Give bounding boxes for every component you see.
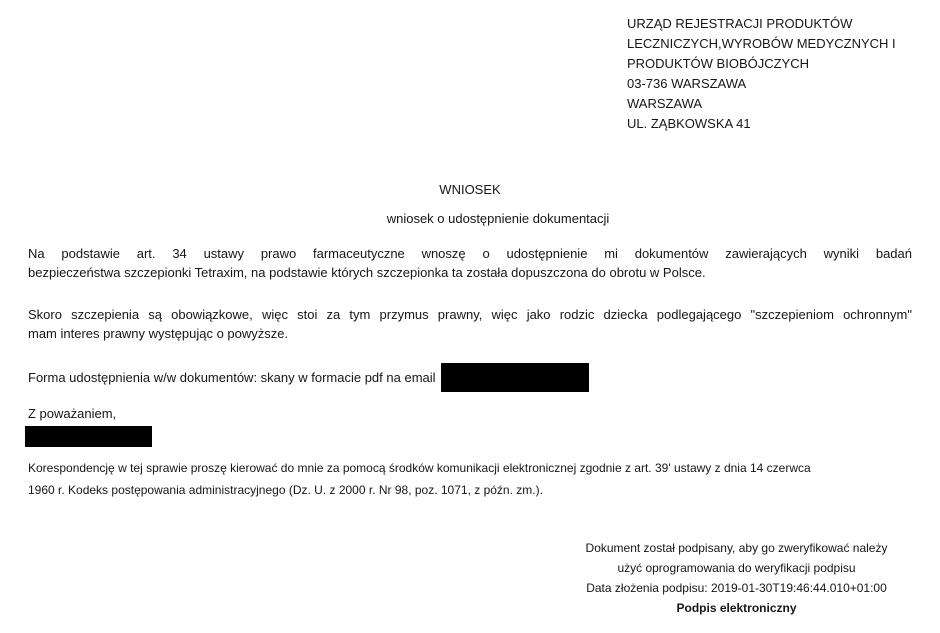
paragraph-legal-interest <box>28 305 912 343</box>
paragraph-legal-basis <box>28 244 912 282</box>
text-line: Data złożenia podpisu: 2019-01-30T19:46:44.010+01:00 <box>586 581 887 595</box>
text-line: UL. ZĄBKOWSKA 41 <box>627 116 751 131</box>
text-line: Skoro szczepienia są obowiązkowe, więc stoi za tym przymus prawny, więc jako rodzic dziecka podlegającego "szczepieniom ochronnym" <box>28 307 912 322</box>
electronic-signature-stamp <box>560 538 913 618</box>
document-title: WNIOSEK <box>439 182 501 197</box>
text-line: użyć oprogramowania do weryfikacji podpisu <box>617 561 856 575</box>
signature-stamp-lines <box>560 538 913 598</box>
correspondence-note <box>28 457 912 501</box>
closing-salutation: Z poważaniem, <box>28 406 117 421</box>
document-subtitle: wniosek o udostępnienie dokumentacji <box>386 211 610 226</box>
electronic-signature-label: Podpis elektroniczny <box>676 601 797 615</box>
text-line: LECZNICZYCH,WYROBÓW MEDYCZNYCH I <box>627 36 896 51</box>
text-line: 1960 r. Kodeks postępowania administracyjnego (Dz. U. z 2000 r. Nr 98, poz. 1071, z późn. zm.). <box>28 483 543 497</box>
text-line: Korespondencję w tej sprawie proszę kierować do mnie za pomocą środków komunikacji elektronicznej zgodnie z art. 39' ustawy z dnia 14 czerwca <box>28 461 811 475</box>
delivery-format-text: Forma udostępnienia w/w dokumentów: skany w formacie pdf na email <box>28 370 436 385</box>
text-line: PRODUKTÓW BIOBÓJCZYCH <box>627 56 810 71</box>
text-line: bezpieczeństwa szczepionki Tetraxim, na podstawie których szczepionka ta została dopuszczona do obrotu w Polsce. <box>28 265 706 280</box>
text-line: URZĄD REJESTRACJI PRODUKTÓW <box>627 16 853 31</box>
redacted-signature-block <box>25 426 152 447</box>
text-line: Na podstawie art. 34 ustawy prawo farmaceutyczne wnoszę o udostępnienie mi dokumentów zawierających wyniki badań <box>28 246 912 261</box>
delivery-format-line <box>28 363 589 392</box>
text-line: WARSZAWA <box>627 96 703 111</box>
text-line: mam interes prawny występując o powyższe. <box>28 326 289 341</box>
text-line: 03-736 WARSZAWA <box>627 76 747 91</box>
text-line: Dokument został podpisany, aby go zweryfikować należy <box>585 541 888 555</box>
redacted-email-block <box>441 363 589 392</box>
recipient-address-block <box>627 14 927 134</box>
